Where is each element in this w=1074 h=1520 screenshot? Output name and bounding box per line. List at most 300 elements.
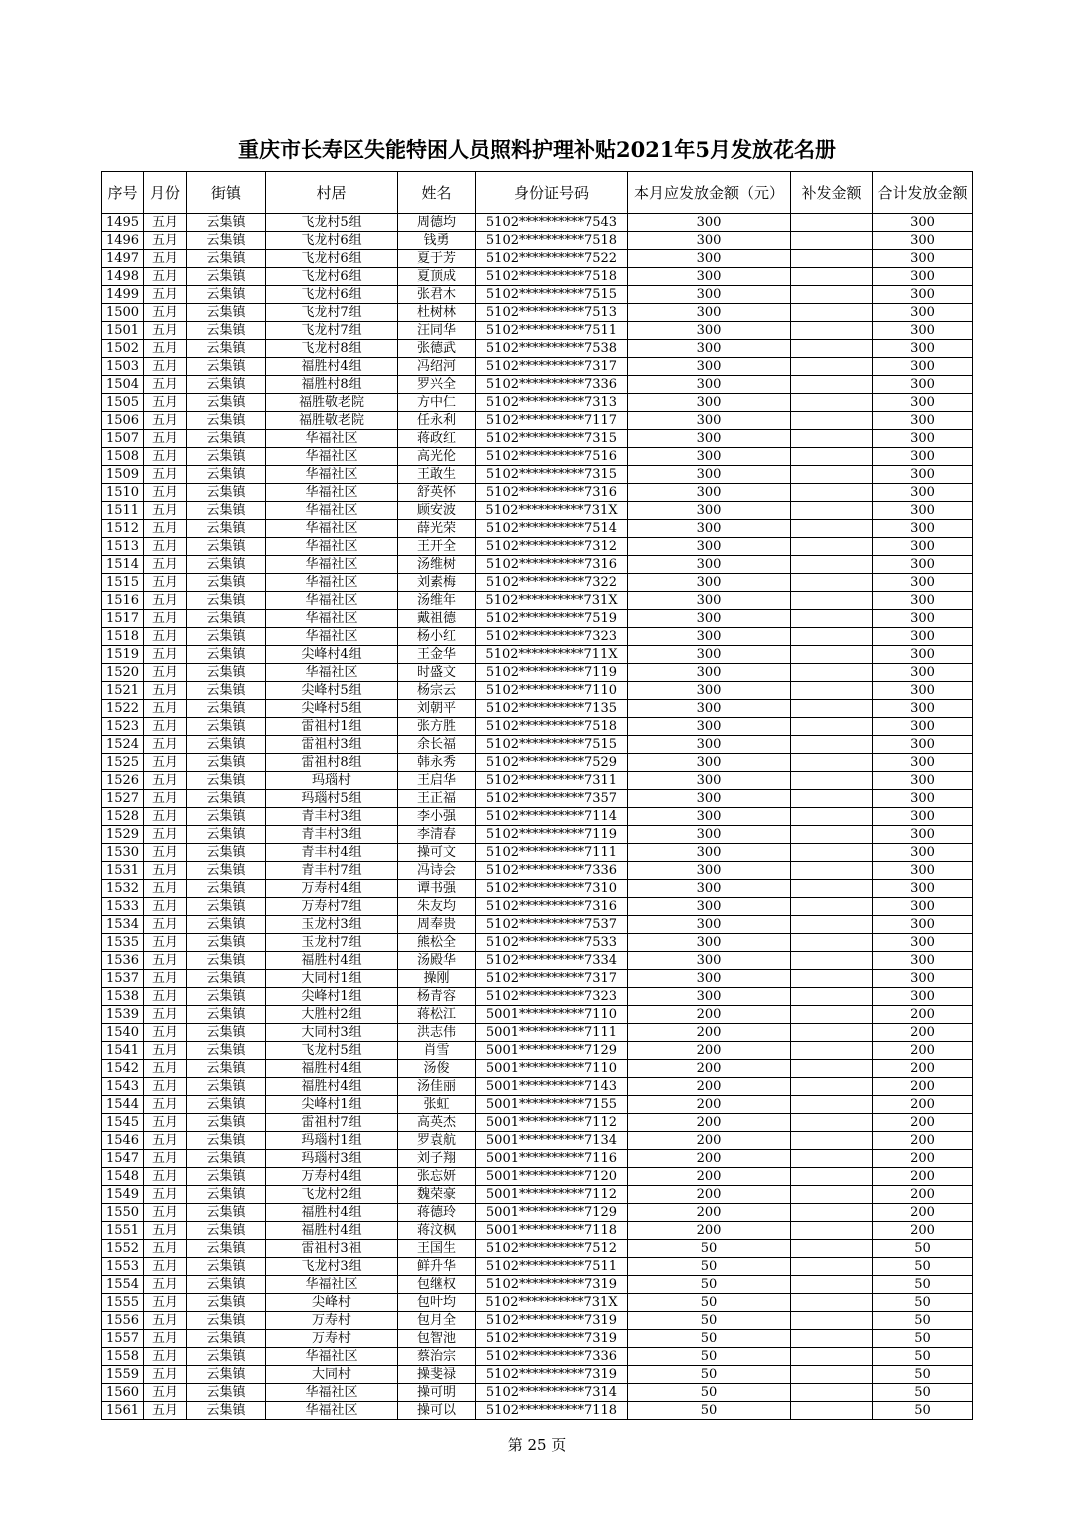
cell-town: 云集镇 bbox=[187, 988, 266, 1006]
table-row bbox=[102, 592, 973, 610]
cell-total-amount: 300 bbox=[873, 556, 973, 574]
cell-seq: 1539 bbox=[102, 1006, 144, 1024]
cell-id-number: 5001**********7110 bbox=[476, 1006, 628, 1024]
cell-total-amount: 300 bbox=[873, 988, 973, 1006]
table-row bbox=[102, 808, 973, 826]
cell-monthly-amount: 200 bbox=[628, 1186, 791, 1204]
cell-id-number: 5001**********7143 bbox=[476, 1078, 628, 1096]
cell-name: 包智池 bbox=[398, 1330, 476, 1348]
cell-monthly-amount: 200 bbox=[628, 1132, 791, 1150]
cell-total-amount: 200 bbox=[873, 1006, 973, 1024]
table-row bbox=[102, 898, 973, 916]
cell-month: 五月 bbox=[144, 286, 187, 304]
cell-name: 张忘妍 bbox=[398, 1168, 476, 1186]
cell-name: 操可明 bbox=[398, 1384, 476, 1402]
cell-name: 操斐禄 bbox=[398, 1366, 476, 1384]
cell-village: 雷祖村3祖 bbox=[266, 1240, 398, 1258]
cell-village: 华福社区 bbox=[266, 538, 398, 556]
table-row bbox=[102, 394, 973, 412]
cell-village: 尖峰村4组 bbox=[266, 646, 398, 664]
table-row bbox=[102, 1384, 973, 1402]
cell-month: 五月 bbox=[144, 466, 187, 484]
cell-name: 周德均 bbox=[398, 214, 476, 232]
cell-backpay-amount bbox=[791, 430, 873, 448]
cell-month: 五月 bbox=[144, 790, 187, 808]
cell-id-number: 5102**********7119 bbox=[476, 826, 628, 844]
cell-id-number: 5102**********7316 bbox=[476, 556, 628, 574]
cell-monthly-amount: 300 bbox=[628, 700, 791, 718]
cell-id-number: 5102**********731X bbox=[476, 592, 628, 610]
cell-month: 五月 bbox=[144, 808, 187, 826]
cell-backpay-amount bbox=[791, 376, 873, 394]
cell-name: 李小强 bbox=[398, 808, 476, 826]
cell-id-number: 5102**********7312 bbox=[476, 538, 628, 556]
cell-seq: 1558 bbox=[102, 1348, 144, 1366]
cell-village: 飞龙村8组 bbox=[266, 340, 398, 358]
cell-monthly-amount: 300 bbox=[628, 880, 791, 898]
cell-name: 汤维年 bbox=[398, 592, 476, 610]
cell-id-number: 5001**********7134 bbox=[476, 1132, 628, 1150]
page-number: 第 25 页 bbox=[507, 1436, 567, 1454]
cell-seq: 1522 bbox=[102, 700, 144, 718]
cell-id-number: 5102**********7515 bbox=[476, 736, 628, 754]
table-row bbox=[102, 1312, 973, 1330]
cell-village: 大同村 bbox=[266, 1366, 398, 1384]
table-row bbox=[102, 970, 973, 988]
cell-id-number: 5102**********7319 bbox=[476, 1276, 628, 1294]
cell-total-amount: 300 bbox=[873, 538, 973, 556]
table-row bbox=[102, 502, 973, 520]
cell-seq: 1496 bbox=[102, 232, 144, 250]
cell-monthly-amount: 300 bbox=[628, 862, 791, 880]
cell-total-amount: 300 bbox=[873, 700, 973, 718]
cell-name: 李清春 bbox=[398, 826, 476, 844]
cell-village: 玉龙村3组 bbox=[266, 916, 398, 934]
cell-month: 五月 bbox=[144, 610, 187, 628]
cell-town: 云集镇 bbox=[187, 286, 266, 304]
cell-village: 福胜敬老院 bbox=[266, 412, 398, 430]
cell-name: 王开全 bbox=[398, 538, 476, 556]
cell-town: 云集镇 bbox=[187, 1276, 266, 1294]
cell-name: 鲜升华 bbox=[398, 1258, 476, 1276]
cell-seq: 1544 bbox=[102, 1096, 144, 1114]
cell-total-amount: 300 bbox=[873, 358, 973, 376]
cell-id-number: 5102**********7316 bbox=[476, 898, 628, 916]
cell-name: 汤殿华 bbox=[398, 952, 476, 970]
cell-backpay-amount bbox=[791, 1258, 873, 1276]
cell-town: 云集镇 bbox=[187, 232, 266, 250]
cell-month: 五月 bbox=[144, 214, 187, 232]
cell-monthly-amount: 300 bbox=[628, 934, 791, 952]
cell-seq: 1537 bbox=[102, 970, 144, 988]
cell-monthly-amount: 200 bbox=[628, 1150, 791, 1168]
cell-seq: 1554 bbox=[102, 1276, 144, 1294]
cell-month: 五月 bbox=[144, 970, 187, 988]
table-row bbox=[102, 250, 973, 268]
cell-total-amount: 300 bbox=[873, 574, 973, 592]
cell-town: 云集镇 bbox=[187, 826, 266, 844]
cell-backpay-amount bbox=[791, 466, 873, 484]
cell-village: 玛瑙村3组 bbox=[266, 1150, 398, 1168]
cell-name: 洪志伟 bbox=[398, 1024, 476, 1042]
cell-village: 华福社区 bbox=[266, 466, 398, 484]
cell-village: 福胜村4组 bbox=[266, 1060, 398, 1078]
cell-town: 云集镇 bbox=[187, 322, 266, 340]
table-row bbox=[102, 322, 973, 340]
cell-village: 华福社区 bbox=[266, 448, 398, 466]
cell-name: 操刚 bbox=[398, 970, 476, 988]
cell-total-amount: 300 bbox=[873, 610, 973, 628]
cell-name: 汤佳丽 bbox=[398, 1078, 476, 1096]
cell-id-number: 5102**********7518 bbox=[476, 268, 628, 286]
cell-village: 青丰村7组 bbox=[266, 862, 398, 880]
cell-seq: 1549 bbox=[102, 1186, 144, 1204]
cell-village: 大同村3组 bbox=[266, 1024, 398, 1042]
cell-total-amount: 300 bbox=[873, 646, 973, 664]
cell-village: 飞龙村6组 bbox=[266, 286, 398, 304]
table-row bbox=[102, 1402, 973, 1420]
cell-village: 福胜村4组 bbox=[266, 1078, 398, 1096]
table-row bbox=[102, 664, 973, 682]
cell-name: 蒋汶枫 bbox=[398, 1222, 476, 1240]
header-monthly-amount: 本月应发放金额（元） bbox=[628, 172, 791, 214]
cell-backpay-amount bbox=[791, 1114, 873, 1132]
cell-total-amount: 300 bbox=[873, 520, 973, 538]
cell-month: 五月 bbox=[144, 394, 187, 412]
cell-village: 华福社区 bbox=[266, 520, 398, 538]
cell-total-amount: 300 bbox=[873, 430, 973, 448]
cell-seq: 1507 bbox=[102, 430, 144, 448]
cell-id-number: 5102**********7516 bbox=[476, 448, 628, 466]
cell-id-number: 5102**********7518 bbox=[476, 718, 628, 736]
cell-month: 五月 bbox=[144, 1294, 187, 1312]
cell-monthly-amount: 50 bbox=[628, 1276, 791, 1294]
cell-name: 汪同华 bbox=[398, 322, 476, 340]
table-row bbox=[102, 1276, 973, 1294]
cell-monthly-amount: 300 bbox=[628, 682, 791, 700]
table-row bbox=[102, 1060, 973, 1078]
cell-id-number: 5001**********7155 bbox=[476, 1096, 628, 1114]
cell-id-number: 5102**********7119 bbox=[476, 664, 628, 682]
cell-monthly-amount: 300 bbox=[628, 844, 791, 862]
header-town: 街镇 bbox=[187, 172, 266, 214]
cell-town: 云集镇 bbox=[187, 970, 266, 988]
cell-name: 朱友均 bbox=[398, 898, 476, 916]
cell-backpay-amount bbox=[791, 736, 873, 754]
cell-monthly-amount: 300 bbox=[628, 214, 791, 232]
cell-town: 云集镇 bbox=[187, 1114, 266, 1132]
cell-month: 五月 bbox=[144, 1186, 187, 1204]
cell-month: 五月 bbox=[144, 268, 187, 286]
cell-monthly-amount: 300 bbox=[628, 448, 791, 466]
cell-backpay-amount bbox=[791, 1096, 873, 1114]
cell-backpay-amount bbox=[791, 790, 873, 808]
cell-name: 王正福 bbox=[398, 790, 476, 808]
cell-village: 飞龙村7组 bbox=[266, 304, 398, 322]
cell-name: 操可文 bbox=[398, 844, 476, 862]
cell-town: 云集镇 bbox=[187, 754, 266, 772]
cell-name: 高光伦 bbox=[398, 448, 476, 466]
cell-id-number: 5102**********7543 bbox=[476, 214, 628, 232]
cell-month: 五月 bbox=[144, 556, 187, 574]
cell-id-number: 5102**********7334 bbox=[476, 952, 628, 970]
cell-monthly-amount: 50 bbox=[628, 1294, 791, 1312]
cell-town: 云集镇 bbox=[187, 682, 266, 700]
cell-month: 五月 bbox=[144, 304, 187, 322]
cell-village: 华福社区 bbox=[266, 610, 398, 628]
cell-month: 五月 bbox=[144, 430, 187, 448]
cell-id-number: 5001**********7120 bbox=[476, 1168, 628, 1186]
cell-month: 五月 bbox=[144, 862, 187, 880]
cell-total-amount: 300 bbox=[873, 916, 973, 934]
cell-village: 华福社区 bbox=[266, 1402, 398, 1420]
cell-month: 五月 bbox=[144, 1024, 187, 1042]
table-row bbox=[102, 736, 973, 754]
cell-village: 大胜村2组 bbox=[266, 1006, 398, 1024]
cell-town: 云集镇 bbox=[187, 304, 266, 322]
cell-name: 张虹 bbox=[398, 1096, 476, 1114]
cell-monthly-amount: 200 bbox=[628, 1168, 791, 1186]
cell-month: 五月 bbox=[144, 1330, 187, 1348]
cell-month: 五月 bbox=[144, 844, 187, 862]
cell-town: 云集镇 bbox=[187, 772, 266, 790]
cell-village: 尖峰村1组 bbox=[266, 1096, 398, 1114]
cell-id-number: 5102**********7514 bbox=[476, 520, 628, 538]
cell-town: 云集镇 bbox=[187, 862, 266, 880]
cell-village: 飞龙村6组 bbox=[266, 250, 398, 268]
cell-monthly-amount: 50 bbox=[628, 1384, 791, 1402]
cell-total-amount: 50 bbox=[873, 1330, 973, 1348]
cell-month: 五月 bbox=[144, 538, 187, 556]
cell-monthly-amount: 50 bbox=[628, 1366, 791, 1384]
cell-id-number: 5102**********7322 bbox=[476, 574, 628, 592]
cell-village: 玛瑙村5组 bbox=[266, 790, 398, 808]
cell-village: 福胜村4组 bbox=[266, 1222, 398, 1240]
cell-month: 五月 bbox=[144, 1150, 187, 1168]
cell-village: 飞龙村5组 bbox=[266, 1042, 398, 1060]
cell-total-amount: 300 bbox=[873, 718, 973, 736]
cell-total-amount: 300 bbox=[873, 484, 973, 502]
cell-month: 五月 bbox=[144, 502, 187, 520]
cell-monthly-amount: 300 bbox=[628, 232, 791, 250]
cell-backpay-amount bbox=[791, 556, 873, 574]
cell-town: 云集镇 bbox=[187, 1006, 266, 1024]
cell-name: 汤俊 bbox=[398, 1060, 476, 1078]
table-row bbox=[102, 286, 973, 304]
cell-village: 万寿村4组 bbox=[266, 1168, 398, 1186]
cell-seq: 1555 bbox=[102, 1294, 144, 1312]
cell-seq: 1560 bbox=[102, 1384, 144, 1402]
cell-village: 华福社区 bbox=[266, 574, 398, 592]
cell-seq: 1524 bbox=[102, 736, 144, 754]
cell-id-number: 5001**********7129 bbox=[476, 1042, 628, 1060]
cell-id-number: 5102**********7522 bbox=[476, 250, 628, 268]
cell-village: 尖峰村 bbox=[266, 1294, 398, 1312]
cell-id-number: 5102**********7117 bbox=[476, 412, 628, 430]
cell-town: 云集镇 bbox=[187, 1060, 266, 1078]
cell-monthly-amount: 50 bbox=[628, 1348, 791, 1366]
cell-backpay-amount bbox=[791, 1294, 873, 1312]
cell-month: 五月 bbox=[144, 1222, 187, 1240]
cell-seq: 1505 bbox=[102, 394, 144, 412]
cell-month: 五月 bbox=[144, 1042, 187, 1060]
cell-monthly-amount: 300 bbox=[628, 520, 791, 538]
cell-backpay-amount bbox=[791, 214, 873, 232]
cell-month: 五月 bbox=[144, 1366, 187, 1384]
cell-name: 时盛文 bbox=[398, 664, 476, 682]
cell-name: 杨宗云 bbox=[398, 682, 476, 700]
cell-total-amount: 300 bbox=[873, 808, 973, 826]
cell-town: 云集镇 bbox=[187, 412, 266, 430]
cell-backpay-amount bbox=[791, 1150, 873, 1168]
cell-name: 顾安波 bbox=[398, 502, 476, 520]
cell-total-amount: 300 bbox=[873, 592, 973, 610]
table-row bbox=[102, 1006, 973, 1024]
cell-month: 五月 bbox=[144, 1132, 187, 1150]
cell-backpay-amount bbox=[791, 862, 873, 880]
cell-village: 雷祖村1组 bbox=[266, 718, 398, 736]
cell-monthly-amount: 300 bbox=[628, 268, 791, 286]
cell-backpay-amount bbox=[791, 340, 873, 358]
cell-month: 五月 bbox=[144, 358, 187, 376]
cell-total-amount: 300 bbox=[873, 628, 973, 646]
cell-month: 五月 bbox=[144, 250, 187, 268]
table-row bbox=[102, 610, 973, 628]
table-row bbox=[102, 1024, 973, 1042]
cell-backpay-amount bbox=[791, 1348, 873, 1366]
table-row bbox=[102, 1366, 973, 1384]
cell-seq: 1556 bbox=[102, 1312, 144, 1330]
cell-seq: 1523 bbox=[102, 718, 144, 736]
cell-seq: 1536 bbox=[102, 952, 144, 970]
cell-total-amount: 300 bbox=[873, 826, 973, 844]
cell-village: 华福社区 bbox=[266, 664, 398, 682]
cell-town: 云集镇 bbox=[187, 340, 266, 358]
cell-monthly-amount: 200 bbox=[628, 1204, 791, 1222]
cell-total-amount: 300 bbox=[873, 250, 973, 268]
table-row bbox=[102, 754, 973, 772]
cell-name: 任永利 bbox=[398, 412, 476, 430]
cell-monthly-amount: 300 bbox=[628, 664, 791, 682]
cell-town: 云集镇 bbox=[187, 214, 266, 232]
cell-name: 冯诗会 bbox=[398, 862, 476, 880]
cell-backpay-amount bbox=[791, 754, 873, 772]
cell-name: 熊松全 bbox=[398, 934, 476, 952]
cell-seq: 1510 bbox=[102, 484, 144, 502]
cell-total-amount: 200 bbox=[873, 1150, 973, 1168]
cell-name: 韩永秀 bbox=[398, 754, 476, 772]
table-row bbox=[102, 1186, 973, 1204]
cell-town: 云集镇 bbox=[187, 1078, 266, 1096]
table-row bbox=[102, 1258, 973, 1276]
cell-town: 云集镇 bbox=[187, 520, 266, 538]
cell-backpay-amount bbox=[791, 1204, 873, 1222]
cell-month: 五月 bbox=[144, 754, 187, 772]
cell-total-amount: 200 bbox=[873, 1114, 973, 1132]
cell-total-amount: 300 bbox=[873, 862, 973, 880]
cell-id-number: 5102**********7315 bbox=[476, 430, 628, 448]
cell-monthly-amount: 200 bbox=[628, 1042, 791, 1060]
cell-total-amount: 300 bbox=[873, 466, 973, 484]
cell-id-number: 5102**********7111 bbox=[476, 844, 628, 862]
cell-town: 云集镇 bbox=[187, 916, 266, 934]
cell-backpay-amount bbox=[791, 1186, 873, 1204]
cell-backpay-amount bbox=[791, 1276, 873, 1294]
cell-name: 戴祖德 bbox=[398, 610, 476, 628]
cell-name: 刘素梅 bbox=[398, 574, 476, 592]
cell-seq: 1513 bbox=[102, 538, 144, 556]
cell-monthly-amount: 300 bbox=[628, 952, 791, 970]
cell-town: 云集镇 bbox=[187, 394, 266, 412]
cell-month: 五月 bbox=[144, 1384, 187, 1402]
cell-monthly-amount: 300 bbox=[628, 754, 791, 772]
cell-backpay-amount bbox=[791, 700, 873, 718]
cell-village: 华福社区 bbox=[266, 592, 398, 610]
cell-month: 五月 bbox=[144, 322, 187, 340]
cell-monthly-amount: 300 bbox=[628, 394, 791, 412]
cell-name: 余长福 bbox=[398, 736, 476, 754]
cell-seq: 1534 bbox=[102, 916, 144, 934]
cell-backpay-amount bbox=[791, 772, 873, 790]
cell-seq: 1514 bbox=[102, 556, 144, 574]
header-name: 姓名 bbox=[398, 172, 476, 214]
table-body bbox=[102, 214, 973, 1420]
cell-id-number: 5102**********7357 bbox=[476, 790, 628, 808]
cell-total-amount: 300 bbox=[873, 214, 973, 232]
cell-total-amount: 300 bbox=[873, 502, 973, 520]
cell-id-number: 5102**********7511 bbox=[476, 1258, 628, 1276]
cell-total-amount: 200 bbox=[873, 1024, 973, 1042]
cell-month: 五月 bbox=[144, 1402, 187, 1420]
cell-village: 雷祖村8组 bbox=[266, 754, 398, 772]
cell-seq: 1512 bbox=[102, 520, 144, 538]
cell-backpay-amount bbox=[791, 610, 873, 628]
table-row bbox=[102, 376, 973, 394]
cell-id-number: 5102**********7319 bbox=[476, 1312, 628, 1330]
cell-name: 刘朝平 bbox=[398, 700, 476, 718]
cell-town: 云集镇 bbox=[187, 700, 266, 718]
table-row bbox=[102, 232, 973, 250]
cell-id-number: 5102**********7319 bbox=[476, 1330, 628, 1348]
cell-name: 冯绍河 bbox=[398, 358, 476, 376]
table-row bbox=[102, 1114, 973, 1132]
cell-seq: 1551 bbox=[102, 1222, 144, 1240]
cell-village: 飞龙村6组 bbox=[266, 268, 398, 286]
cell-total-amount: 50 bbox=[873, 1384, 973, 1402]
cell-town: 云集镇 bbox=[187, 1384, 266, 1402]
cell-town: 云集镇 bbox=[187, 1186, 266, 1204]
cell-seq: 1548 bbox=[102, 1168, 144, 1186]
cell-monthly-amount: 300 bbox=[628, 538, 791, 556]
cell-village: 玛瑙村1组 bbox=[266, 1132, 398, 1150]
cell-monthly-amount: 300 bbox=[628, 772, 791, 790]
cell-monthly-amount: 200 bbox=[628, 1024, 791, 1042]
cell-village: 大同村1组 bbox=[266, 970, 398, 988]
cell-month: 五月 bbox=[144, 826, 187, 844]
cell-monthly-amount: 200 bbox=[628, 1060, 791, 1078]
cell-backpay-amount bbox=[791, 934, 873, 952]
cell-village: 雷祖村7组 bbox=[266, 1114, 398, 1132]
cell-seq: 1561 bbox=[102, 1402, 144, 1420]
cell-backpay-amount bbox=[791, 1222, 873, 1240]
cell-monthly-amount: 300 bbox=[628, 826, 791, 844]
cell-total-amount: 200 bbox=[873, 1168, 973, 1186]
cell-seq: 1546 bbox=[102, 1132, 144, 1150]
cell-backpay-amount bbox=[791, 970, 873, 988]
cell-village: 尖峰村5组 bbox=[266, 682, 398, 700]
cell-village: 华福社区 bbox=[266, 430, 398, 448]
cell-month: 五月 bbox=[144, 934, 187, 952]
